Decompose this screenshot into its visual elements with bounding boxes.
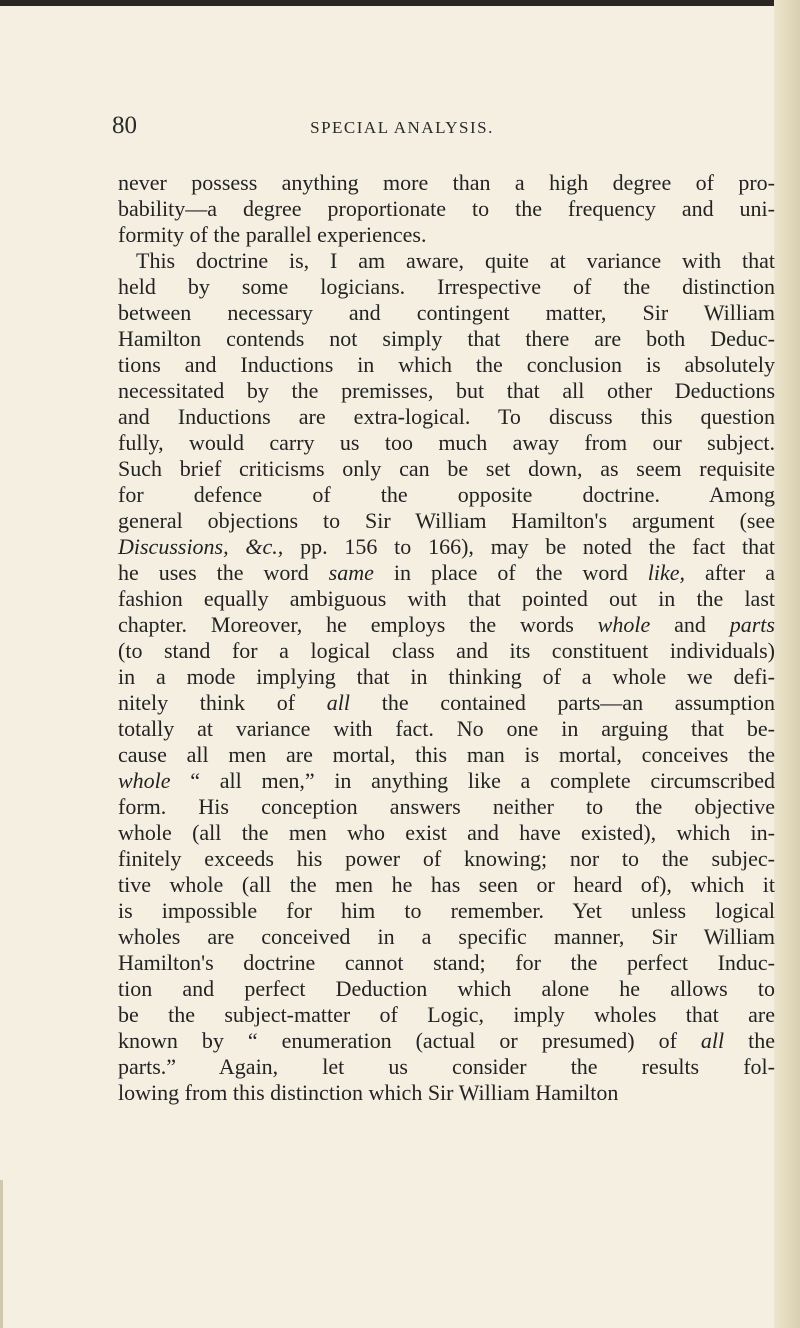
text-segment: the contained parts—an assumption <box>350 690 775 715</box>
text-segment: in place of the word <box>373 560 648 585</box>
text-segment: and Inductions are extra-logical. To discuss this question <box>118 404 775 429</box>
page-number: 80 <box>112 112 137 139</box>
text-line <box>118 1028 775 1054</box>
text-line <box>118 638 775 664</box>
text-segment: Hamilton's doctrine cannot stand; for the perfect Induc- <box>118 950 775 975</box>
italic-text: parts <box>729 612 775 637</box>
text-line <box>118 716 775 742</box>
text-segment: wholes are conceived in a specific manner, Sir William <box>118 924 775 949</box>
text-line <box>118 326 775 352</box>
text-segment: tive whole (all the men he has seen or heard of), which it <box>118 872 775 897</box>
text-segment: general objections to Sir William Hamilton's argument (see <box>118 508 775 533</box>
text-line <box>118 456 775 482</box>
text-line <box>118 430 775 456</box>
text-segment: pp. 156 to 166), may be noted the fact that <box>283 534 775 559</box>
text-line <box>118 378 775 404</box>
text-segment: finitely exceeds his power of knowing; nor to the subjec- <box>118 846 775 871</box>
italic-text: all <box>700 1028 725 1053</box>
text-segment: fully, would carry us too much away from our subject. <box>118 430 775 455</box>
text-segment: for defence of the opposite doctrine. Among <box>118 482 775 507</box>
text-line <box>118 820 775 846</box>
italic-text: like, <box>647 560 685 585</box>
text-line <box>118 534 775 560</box>
text-line <box>118 924 775 950</box>
text-segment: bability—a degree proportionate to the frequency and uni- <box>118 196 775 221</box>
text-line <box>118 950 775 976</box>
italic-text: whole <box>597 612 651 637</box>
text-segment: lowing from this distinction which Sir William Hamilton <box>118 1080 619 1105</box>
text-segment: between necessary and contingent matter, Sir William <box>118 300 775 325</box>
text-segment: formity of the parallel experiences. <box>118 222 427 247</box>
text-segment: be the subject-matter of Logic, imply wholes that are <box>118 1002 775 1027</box>
text-line <box>118 794 775 820</box>
running-head: SPECIAL ANALYSIS. <box>310 118 494 137</box>
text-line <box>118 300 775 326</box>
body-text <box>118 170 775 1106</box>
text-segment: held by some logicians. Irrespective of the distinction <box>118 274 775 299</box>
text-line <box>118 274 775 300</box>
text-line <box>118 352 775 378</box>
text-line <box>118 898 775 924</box>
text-line <box>118 612 775 638</box>
text-line <box>118 768 775 794</box>
text-line <box>118 482 775 508</box>
text-line <box>118 560 775 586</box>
text-line <box>118 1080 775 1106</box>
text-line <box>118 248 775 274</box>
text-segment: never possess anything more than a high degree of pro- <box>118 170 775 195</box>
italic-text: Discussions, &c., <box>118 534 284 559</box>
text-segment: the <box>724 1028 775 1053</box>
text-line <box>118 222 775 248</box>
text-segment: tions and Inductions in which the conclusion is absolutely <box>118 352 775 377</box>
text-segment: in a mode implying that in thinking of a whole we defi- <box>118 664 775 689</box>
binding-mark <box>0 1180 3 1328</box>
top-edge-shadow <box>0 0 800 6</box>
text-segment: whole (all the men who exist and have existed), which in- <box>118 820 775 845</box>
page-edge <box>774 0 800 1328</box>
text-line <box>118 742 775 768</box>
italic-text: whole <box>118 768 171 793</box>
text-segment: is impossible for him to remember. Yet unless logical <box>118 898 775 923</box>
text-segment: tion and perfect Deduction which alone he allows to <box>118 976 775 1001</box>
text-segment: form. His conception answers neither to the objective <box>118 794 775 819</box>
text-segment: necessitated by the premisses, but that all other Deductions <box>118 378 775 403</box>
text-line <box>118 170 775 196</box>
text-segment: after a <box>684 560 776 585</box>
text-segment: fashion equally ambiguous with that pointed out in the last <box>118 586 775 611</box>
text-line <box>118 846 775 872</box>
italic-text: all <box>326 690 351 715</box>
text-segment: cause all men are mortal, this man is mortal, conceives the <box>118 742 775 767</box>
text-line <box>118 664 775 690</box>
text-segment: nitely think of <box>118 690 327 715</box>
text-line <box>118 976 775 1002</box>
text-segment: parts.” Again, let us consider the results fol- <box>118 1054 775 1079</box>
text-line <box>118 508 775 534</box>
italic-text: same <box>328 560 374 585</box>
text-line <box>118 872 775 898</box>
text-segment: and <box>650 612 730 637</box>
text-segment: chapter. Moreover, he employs the words <box>118 612 598 637</box>
text-line <box>118 1054 775 1080</box>
text-segment: known by “ enumeration (actual or presumed) of <box>118 1028 701 1053</box>
text-segment: he uses the word <box>118 560 329 585</box>
text-line <box>118 586 775 612</box>
page-header <box>112 112 772 152</box>
text-line <box>118 196 775 222</box>
text-segment: (to stand for a logical class and its constituent individuals) <box>118 638 775 663</box>
text-segment: “ all men,” in anything like a complete circumscribed <box>170 768 775 793</box>
text-segment: totally at variance with fact. No one in arguing that be- <box>118 716 775 741</box>
text-segment: Hamilton contends not simply that there are both Deduc- <box>118 326 775 351</box>
text-line <box>118 690 775 716</box>
text-segment: Such brief criticisms only can be set down, as seem requisite <box>118 456 775 481</box>
text-segment: This doctrine is, I am aware, quite at variance with that <box>136 248 775 273</box>
text-line <box>118 1002 775 1028</box>
text-line <box>118 404 775 430</box>
